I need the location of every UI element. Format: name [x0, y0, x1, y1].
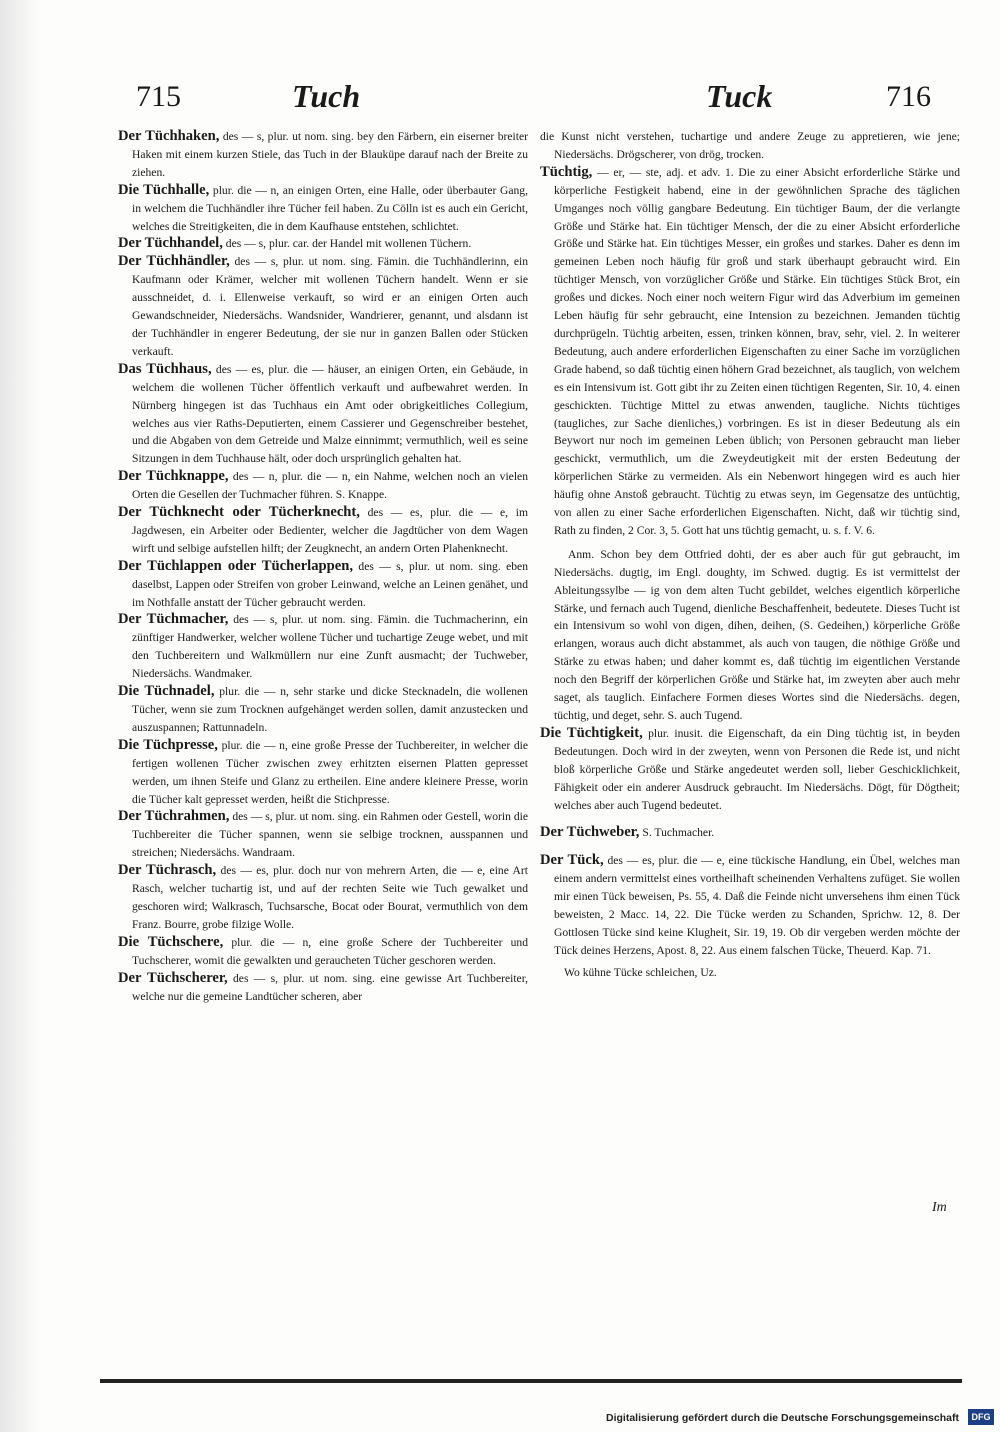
right-column	[540, 128, 960, 982]
entry-text: plur. die — n, eine große Presse der Tuchbereiter, in welcher die fertigen wollenen Tücher zwischen zwey erhitzten eisernen Platten gepresset werden, um ihnen Steife und Glanz zu ertheilen. Eine andere kleinere Presse, worin die Tücher kalt gepresset werden, heißt die Stichpresse.	[132, 738, 528, 806]
dictionary-entry	[118, 182, 528, 236]
dictionary-entry	[118, 361, 528, 468]
headword: Der Tüchknecht oder Tücherknecht,	[118, 504, 360, 521]
entry-text: plur. die — n, an einigen Orten, eine Halle, oder überbauter Gang, in welchem die Tuchhändler ihre Tücher feil haben. Zu Cölln ist es auch ein Gericht, welches die Streitigkeiten, die in dem Kaufhause entstehen, schlichtet.	[132, 183, 528, 233]
headword: Das Tüchhaus,	[118, 360, 212, 377]
left-catchword: Tuch	[292, 78, 361, 114]
headword: Der Tüchrasch,	[118, 862, 217, 879]
headword: Der Tüchscherer,	[118, 969, 228, 986]
left-page-number: 715	[136, 80, 181, 113]
entry-text: des — s, plur. ut nom. sing. eben daselbst, Lappen oder Streifen von grober Leinwand, welche an Leinen genähet, und im Nothfalle anstatt der Tücher gebraucht werden.	[132, 559, 528, 609]
entry-text: des — s, plur. ut nom. sing. Fämin. die Tuchhändlerinn, ein Kaufmann oder Krämer, welcher mit wollenen Tüchern handelt. Wenn er sie ausschneidet, d. i. Ellenweise verkauft, so wird er an einigen Orten auch Gewandschneider, Niedersächs. Wandsnider, Wandrierer, genannt, und alsdann ist der Tuchhändler in engerer Bedeutung, der sie nur in ganzen Ballen oder Stücken verkauft.	[132, 255, 528, 358]
headword: Die Tüchhalle,	[118, 181, 210, 198]
headword: Der Tüchhaken,	[118, 128, 220, 144]
dictionary-entry	[118, 468, 528, 504]
annotation-note: Anm. Schon bey dem Ottfried dohti, der es aber auch für gut gebraucht, im Niedersächs. dugtig, im Engl. doughty, im Schwed. dugtig. Es ist vermittelst der Ableitungssylbe — ig von dem alten Tucht gebildet, welches eigentlich körperliche Stärke, und fernach auch Tugend, dienliche Beschaffenheit, bedeutete. Dieses Tucht ist ein Intensivum so wohl von digen, dihen, deihen, (S. Gedeihen,) körperliche Größe erlangen, woraus auch dicht abstammet, als auch von taugen, die nöthige Größe und Stärke zu etwas haben; und daher kommt es, daß tüchtig im eigentlichen Verstande noch den Begriff der körperlichen Größe und Stärke hat, im zweyten aber auch mehr saget, als tauglich. Einfachere Formen dieses Wortes sind die Niedersächs. degen, tüchtig, und deget, sehr. S. auch Tugend.	[554, 547, 960, 722]
dictionary-entry	[118, 235, 528, 253]
right-page-number: 716	[886, 80, 931, 113]
dictionary-entry	[118, 970, 528, 1006]
entry-text: des — es, plur. die — häuser, an einigen Orten, ein Gebäude, in welchem die wollenen Tücher öffentlich verkauft und aufbewahret werden. In Nürnberg hingegen ist das Tuchhaus ein Amt oder obrigkeitliches Collegium, welches aus vier Raths-Deputierten, einem Cassierer und Gegenschreiber bestehet, und die Abgaben von dem Getreide und Malze einnimmt; vermuthlich, weil es seine Sitzungen in dem Tuchhause hält, oder doch ursprünglich gehalten hat.	[132, 362, 528, 466]
dictionary-entry	[118, 253, 528, 360]
entry-text: plur. die — n, sehr starke und dicke Stecknadeln, die wollenen Tücher, wenn sie zum Trocknen aufgehänget werden sollen, damit anzustecken und auszuspannen; Rattunnadeln.	[132, 685, 528, 734]
entry-text: S. Tuchmacher.	[642, 826, 715, 840]
headword: Der Tüchlappen oder Tücherlappen,	[118, 557, 354, 574]
dictionary-entry	[118, 934, 528, 970]
entry-text: des — es, plur. die — e, eine tückische Handlung, ein Übel, welches man einem andern vermittelst eines vortheilhaft scheinenden Verhaltens zufüget. Sie wollen mir einen Tück beweisen, Ps. 55, 4. Daß die Feinde nicht unversehens ihm einen Tück beweisten, 2 Macc. 14, 22. Die Tücke werden zu Schanden, Sprichw. 12, 8. Der Gottlosen Tücke sind keine Klugheit, Sir. 19, 19. Ob dir vergeben werden möchte der Tück deines Herzens, Apost. 8, 22. Aus einem falschen Tücke, Theuerd. Kap. 71.	[554, 854, 960, 957]
entry-text: — er, — ste, adj. et adv. 1. Die zu einer Absicht erforderliche Stärke und körperliche Festigkeit habend, eine in der gewöhnlichen Sprache des täglichen Umganges noch völlig gangbare Bedeutung. Ein tüchtiger Baum, der die verlangte Größe und Stärke hat. Ein tüchtiger Mensch, der die zu einer Absicht erforderliche Größe und Stärke hat. Ein tüchtiges Messer, ein großes und starkes. Daher es denn im gemeinen Leben noch häufig für groß und stark überhaupt gebraucht wird. Ein tüchtiger Mensch, von vorzüglicher Größe und Stärke. Ein tüchtiges Stück Brot, ein großes und dickes. Noch einer noch weitern Figur wird das Adverbium im gemeinen Leben häufig für sehr gebraucht, eine Intension zu bezeichnen. Jemanden tüchtig durchprügeln. Tüchtig arbeiten, essen, trinken können, brav, sehr, viel. 2. In weiterer Bedeutung, auch andere erforderlichen Eigenschaften zu einer Sache im vorzüglichen Grade habend, so daß tüchtig einen höhern Grad bezeichnet, als tauglich, von welchem es ein Intensivum ist. Gott gibt ihr zu Zeiten einen tüchtigen Regenten, Sir. 10, 4. einen geschickten. Tüchtige Mittel zu etwas anwenden, taugliche. Nichts tüchtiges (taugliches, zur Sache dienliches,) vorbringen. Es ist in dieser Bedeutung als ein Beywort nur noch im gemeinen Leben üblich; von Personen gebraucht man lieber geschickt, vermuthlich, um die Zweydeutigkeit mit der ersten Bedeutung der körperlichen Stärke zu vermeiden. Als ein Nebenwort hingegen wird es auch hier häufig ohne Anstoß gebraucht. Tüchtig zu etwas seyn, im Gegensatze des untüchtig, von allen zu einer Sache erforderlichen Eigenschaften. Nicht, daß wir tüchtig sind, Rath zu finden, 2 Cor. 3, 5. Gott hat uns tüchtig gemacht, u. s. f. V. 6.	[554, 165, 961, 537]
right-catchword: Tuck	[706, 78, 773, 114]
poetry-quote: Wo kühne Tücke schleichen, Uz.	[564, 965, 717, 979]
headword: Der Tüchrahmen,	[118, 808, 230, 825]
dictionary-entry	[118, 611, 528, 683]
headword: Die Tüchnadel,	[118, 683, 215, 700]
bottom-rule	[100, 1379, 962, 1383]
entry-text: des — es, plur. doch nur von mehrern Arten, die — e, eine Art Rasch, welcher tuchartig ist, und auf der rechten Seite wie Tuch gewalket und geschoren wird; Walkrasch, Tuchsarsche, Bocat oder Bourat, vermuthlich von dem Franz. Bourre, grobe filzige Wolle.	[132, 864, 529, 931]
headword: Tüchtig,	[540, 163, 593, 180]
entry-text: des — s, plur. car. der Handel mit wollenen Tüchern.	[225, 237, 472, 251]
dictionary-entry-tuechtigkeit	[540, 725, 960, 815]
left-column	[118, 128, 528, 1005]
dictionary-entry-tuchweber	[540, 824, 960, 842]
dictionary-entry-tueck	[540, 852, 960, 959]
headword: Der Tüchknappe,	[118, 468, 229, 485]
dictionary-entry	[118, 558, 528, 612]
entry-text: die Kunst nicht verstehen, tuchartige und andere Zeuge zu appretieren, wie jene; Niedersächs. Drögscherer, von drög, trocken.	[540, 130, 960, 161]
entry-text: des — s, plur. ut nom. sing. ein Rahmen oder Gestell, worin die Tuchbereiter die Tücher spannen, wenn sie selbige trocknen, ausspannen und streichen; Niedersächs. Wandraam.	[132, 810, 528, 860]
entry-text: des — es, plur. die — e, im Jagdwesen, ein Arbeiter oder Bedienter, welcher die Jagdtücher von dem Wagen wirft und selbige aufstellen hilft; der Zeugknecht, an andern Orten Plahenknecht.	[132, 506, 528, 555]
dictionary-entry	[118, 683, 528, 737]
headword: Die Tüchtigkeit,	[540, 724, 643, 741]
headword: Der Tüchweber,	[540, 824, 640, 841]
dictionary-entry-tuechtig	[540, 164, 960, 540]
entry-text: des — s, plur. ut nom. sing. Fämin. die Tuchmacherinn, ein zünftiger Handwerker, welcher wollene Tücher und tuchartige Zeuge webet, und mit den Tuchbereitern und Walkmüllern nur eine Zunft ausmacht; der Tuchweber, Niedersächs. Wandmaker.	[132, 613, 528, 681]
entry-text: des — s, plur. ut nom. sing. bey den Färbern, ein eiserner breiter Haken mit einem kurzen Stiele, das Tuch in der Blauküpe darauf nach der Breite zu ziehen.	[132, 130, 528, 179]
catchword-next-page: Im	[932, 1200, 947, 1215]
entry-text: des — n, plur. die — n, ein Nahme, welchen noch an vielen Orten die Gesellen der Tuchmacher führen. S. Knappe.	[132, 470, 528, 502]
dictionary-entry	[118, 808, 528, 862]
entry-text: des — s, plur. ut nom. sing. eine gewisse Art Tuchbereiter, welche nur die gemeine Landtücher scheren, aber	[132, 971, 528, 1003]
headword: Die Tüchpresse,	[118, 736, 218, 753]
dictionary-entry	[118, 128, 528, 182]
continued-entry	[540, 128, 960, 164]
entry-text: plur. die — n, eine große Schere der Tuchbereiter und Tuchscherer, womit die gewalkten und geraucheten Tücher geschoren werden.	[132, 935, 528, 967]
dictionary-entry	[118, 504, 528, 558]
headword: Der Tück,	[540, 852, 604, 869]
dfg-logo: DFG	[968, 1409, 994, 1425]
scan-edge-shadow	[0, 0, 40, 1432]
headword: Der Tüchhandel,	[118, 235, 223, 252]
headword: Der Tüchmacher,	[118, 611, 229, 628]
dictionary-entry	[118, 862, 528, 934]
dictionary-entry	[118, 737, 528, 809]
headword: Die Tüchschere,	[118, 933, 224, 950]
headword: Der Tüchhändler,	[118, 253, 230, 270]
page-header	[0, 80, 1000, 120]
entry-text: plur. inusit. die Eigenschaft, da ein Ding tüchtig ist, in beyden Bedeutungen. Doch wird in der zweyten, wenn von Personen die Rede ist, und nicht bloß körperliche Größe und Stärke angedeutet werden soll, lieber Geschicklichkeit, Fähigkeit oder ein anderer Ausdruck gebraucht. Im Niedersächs. Dögt, für Dögtheit; welches aber auch Tugend bedeutet.	[554, 726, 960, 812]
digitization-credit: Digitalisierung gefördert durch die Deutsche Forschungsgemeinschaft	[606, 1412, 959, 1424]
